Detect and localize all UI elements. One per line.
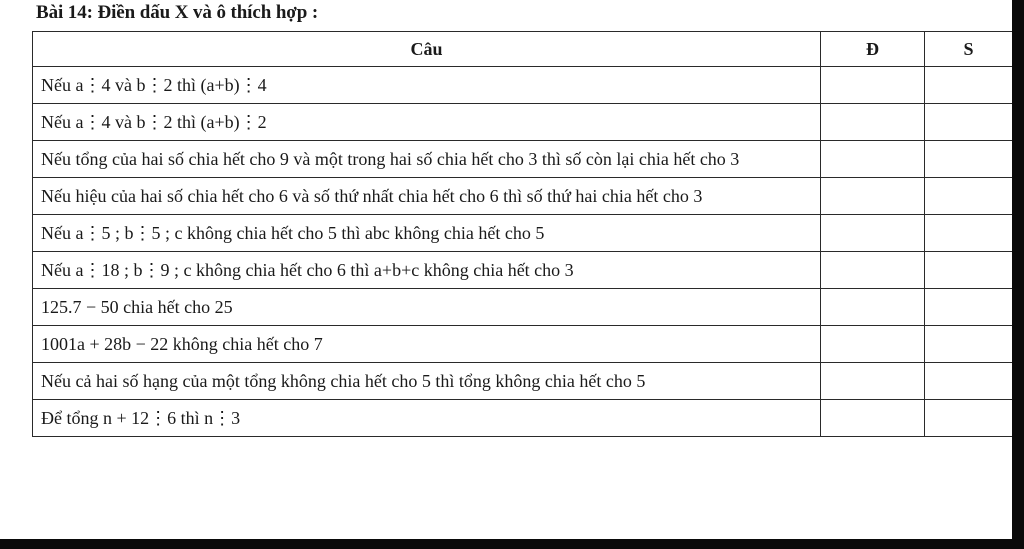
false-mark-cell[interactable]	[925, 252, 1013, 289]
false-mark-cell[interactable]	[925, 363, 1013, 400]
false-mark-cell[interactable]	[925, 67, 1013, 104]
false-mark-cell[interactable]	[925, 141, 1013, 178]
statement-cell: Nếu cả hai số hạng của một tổng không chia hết cho 5 thì tổng không chia hết cho 5	[33, 363, 821, 400]
true-mark-cell[interactable]	[821, 178, 925, 215]
table-row	[33, 104, 1013, 141]
true-false-table	[32, 31, 1013, 437]
false-mark-cell[interactable]	[925, 178, 1013, 215]
exercise-title	[36, 2, 318, 24]
false-mark-cell[interactable]	[925, 289, 1013, 326]
statement-cell: 125.7 − 50 chia hết cho 25	[33, 289, 821, 326]
false-mark-cell[interactable]	[925, 104, 1013, 141]
table-row	[33, 326, 1013, 363]
header-true: Đ	[821, 32, 925, 67]
true-mark-cell[interactable]	[821, 400, 925, 437]
true-mark-cell[interactable]	[821, 67, 925, 104]
true-mark-cell[interactable]	[821, 289, 925, 326]
screen-edge-right	[1012, 0, 1024, 549]
table-header-row	[33, 32, 1013, 67]
table-row	[33, 252, 1013, 289]
statement-cell: Nếu a⋮4 và b⋮2 thì (a+b)⋮2	[33, 104, 821, 141]
table-row	[33, 400, 1013, 437]
table-row	[33, 215, 1013, 252]
true-mark-cell[interactable]	[821, 215, 925, 252]
statement-cell: Nếu hiệu của hai số chia hết cho 6 và số thứ nhất chia hết cho 6 thì số thứ hai chia hết cho 3	[33, 178, 821, 215]
table-row	[33, 289, 1013, 326]
true-mark-cell[interactable]	[821, 104, 925, 141]
statement-cell: 1001a + 28b − 22 không chia hết cho 7	[33, 326, 821, 363]
false-mark-cell[interactable]	[925, 400, 1013, 437]
exercise-number: Bài 14	[36, 2, 87, 23]
table-row	[33, 141, 1013, 178]
true-mark-cell[interactable]	[821, 141, 925, 178]
true-mark-cell[interactable]	[821, 326, 925, 363]
header-false: S	[925, 32, 1013, 67]
statement-cell: Để tổng n + 12⋮6 thì n⋮3	[33, 400, 821, 437]
statement-cell: Nếu a⋮4 và b⋮2 thì (a+b)⋮4	[33, 67, 821, 104]
statement-cell: Nếu a⋮18 ; b⋮9 ; c không chia hết cho 6 thì a+b+c không chia hết cho 3	[33, 252, 821, 289]
exercise-instruction: : Điền dấu X và ô thích hợp :	[86, 2, 319, 23]
table-row	[33, 67, 1013, 104]
false-mark-cell[interactable]	[925, 326, 1013, 363]
statement-cell: Nếu a⋮5 ; b⋮5 ; c không chia hết cho 5 thì abc không chia hết cho 5	[33, 215, 821, 252]
header-question: Câu	[33, 32, 821, 67]
table-row	[33, 363, 1013, 400]
true-mark-cell[interactable]	[821, 252, 925, 289]
table-row	[33, 178, 1013, 215]
true-mark-cell[interactable]	[821, 363, 925, 400]
statement-cell: Nếu tổng của hai số chia hết cho 9 và một trong hai số chia hết cho 3 thì số còn lại chia hết cho 3	[33, 141, 821, 178]
false-mark-cell[interactable]	[925, 215, 1013, 252]
screen-edge-bottom	[0, 539, 1024, 549]
